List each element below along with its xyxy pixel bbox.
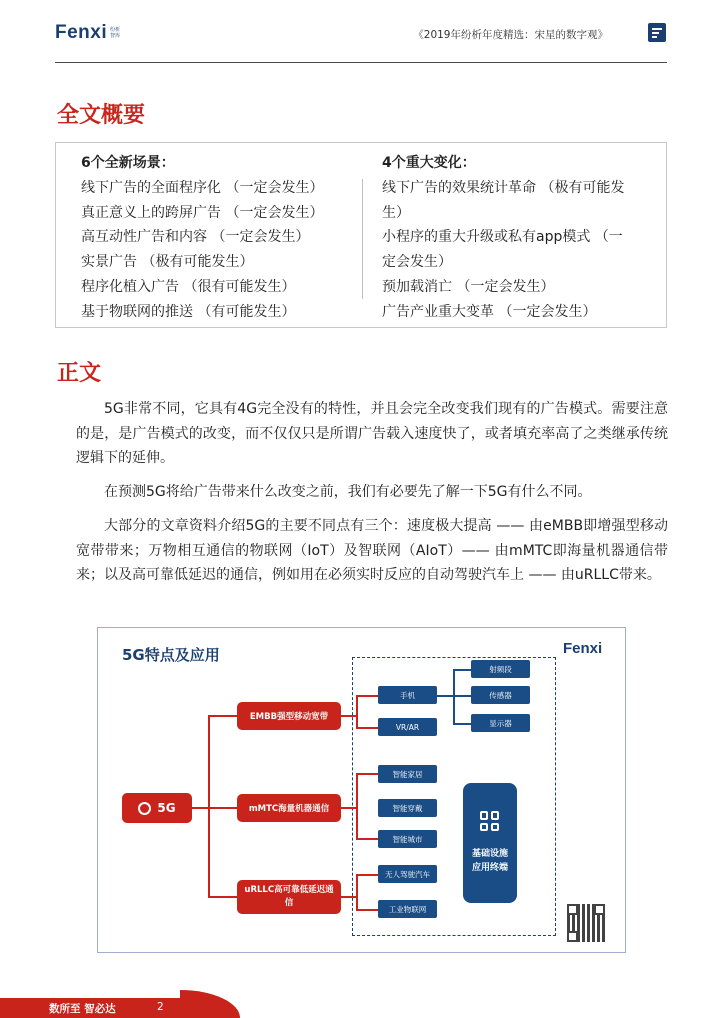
summary-box <box>55 142 667 328</box>
list-item: 高互动性广告和内容 （一定会发生） <box>81 229 310 246</box>
column-divider <box>362 179 363 299</box>
list-line: 定会发生） <box>382 254 452 271</box>
connector <box>208 715 237 717</box>
infrastructure-node <box>463 783 517 903</box>
connector <box>453 669 471 671</box>
list-line: 广告产业重大变革 （一定会发生） <box>382 303 597 320</box>
page-number: 2 <box>157 1001 164 1013</box>
qr-code <box>567 904 605 942</box>
connector <box>208 896 237 898</box>
connector <box>437 695 454 697</box>
header-divider <box>55 62 667 63</box>
paragraph-3: 大部分的文章资料介绍5G的主要不同点有三个：速度极大提高 —— 由eMBB即增强型移动宽带带来；万物相互通信的物联网（IoT）及智联网（AIoT）—— 由mMTC即海量机器通信带来；以及高可靠低延迟的通信，例如用在必须实时反应的自动驾驶汽车上 —— 由uRLLC带来。 <box>76 518 668 583</box>
display-node: 显示器 <box>471 714 530 732</box>
connector <box>453 695 471 697</box>
connector <box>356 874 378 876</box>
changes-column <box>382 151 664 325</box>
globe-icon <box>138 802 151 815</box>
phone-node: 手机 <box>378 686 437 704</box>
vr-ar-node: VR/AR <box>378 718 437 736</box>
self-driving-node: 无人驾驶汽车 <box>378 865 437 883</box>
sensor-node: 传感器 <box>471 686 530 704</box>
connector <box>356 727 378 729</box>
fenxi-logo <box>55 22 124 44</box>
list-line: 生） <box>382 204 410 221</box>
list-item: 真正意义上的跨屏广告 （一定会发生） <box>81 204 324 221</box>
header-title: 《2019年纷析年度精选：宋星的数字观》 <box>413 29 608 41</box>
rf-band-node: 射频段 <box>471 660 530 678</box>
changes-heading: 4个重大变化： <box>382 155 476 171</box>
connector <box>356 909 378 911</box>
logo-text: Fenxi <box>55 22 108 43</box>
urllc-node: uRLLC高可靠低延迟通信 <box>237 880 341 914</box>
smart-city-node: 智能城市 <box>378 830 437 848</box>
list-item: 线下广告的全面程序化 （一定会发生） <box>81 179 324 196</box>
list-line: 小程序的重大升级或私有app模式 （一 <box>382 229 623 246</box>
figure-title: 5G特点及应用 <box>122 646 220 664</box>
5g-diagram <box>97 627 626 953</box>
apps-grid-icon <box>480 811 500 831</box>
logo-subtext: 纷析智库 <box>110 27 121 39</box>
connector <box>356 695 378 697</box>
connector <box>453 723 471 725</box>
connector <box>208 807 237 809</box>
mmtc-node: mMTC海量机器通信 <box>237 794 341 822</box>
connector <box>356 773 358 839</box>
page-header <box>0 0 720 64</box>
smart-wear-node: 智能穿戴 <box>378 799 437 817</box>
scenarios-column <box>81 151 361 325</box>
list-item: 实景广告 （极有可能发生） <box>81 254 254 271</box>
industrial-iot-node: 工业物联网 <box>378 900 437 918</box>
list-line: 预加载消亡 （一定会发生） <box>382 278 555 295</box>
root-label: 5G <box>157 801 176 815</box>
footer-slogan: 数所至 智必达 <box>49 1003 116 1015</box>
summary-title: 全文概要 <box>57 103 146 128</box>
connector <box>356 695 358 728</box>
page-footer <box>0 990 240 1018</box>
embb-node: EMBB强型移动宽带 <box>237 702 341 730</box>
connector <box>356 773 378 775</box>
list-item: 基于物联网的推送 （有可能发生） <box>81 303 296 320</box>
connector <box>356 838 378 840</box>
5g-root-node <box>122 793 192 823</box>
infrastructure-label: 基础设施应用终端 <box>471 849 508 873</box>
smart-home-node: 智能家居 <box>378 765 437 783</box>
paragraph-2: 在预测5G将给广告带来什么改变之前，我们有必要先了解一下5G有什么不同。 <box>104 484 592 500</box>
list-item: 程序化植入广告 （很有可能发生） <box>81 278 296 295</box>
body-title: 正文 <box>57 361 102 386</box>
figure-logo: Fenxi <box>563 640 603 657</box>
document-icon <box>648 23 666 42</box>
paragraph-1: 5G非常不同，它具有4G完全没有的特性，并且会完全改变我们现有的广告模式。需要注意的是，是广告模式的改变，而不仅仅只是所谓广告载入速度快了，或者填充率高了之类继承传统逻辑下的延伸。 <box>76 401 668 466</box>
list-line: 线下广告的效果统计革命 （极有可能发 <box>382 179 625 196</box>
scenarios-heading: 6个全新场景： <box>81 155 175 171</box>
connector <box>356 874 358 910</box>
